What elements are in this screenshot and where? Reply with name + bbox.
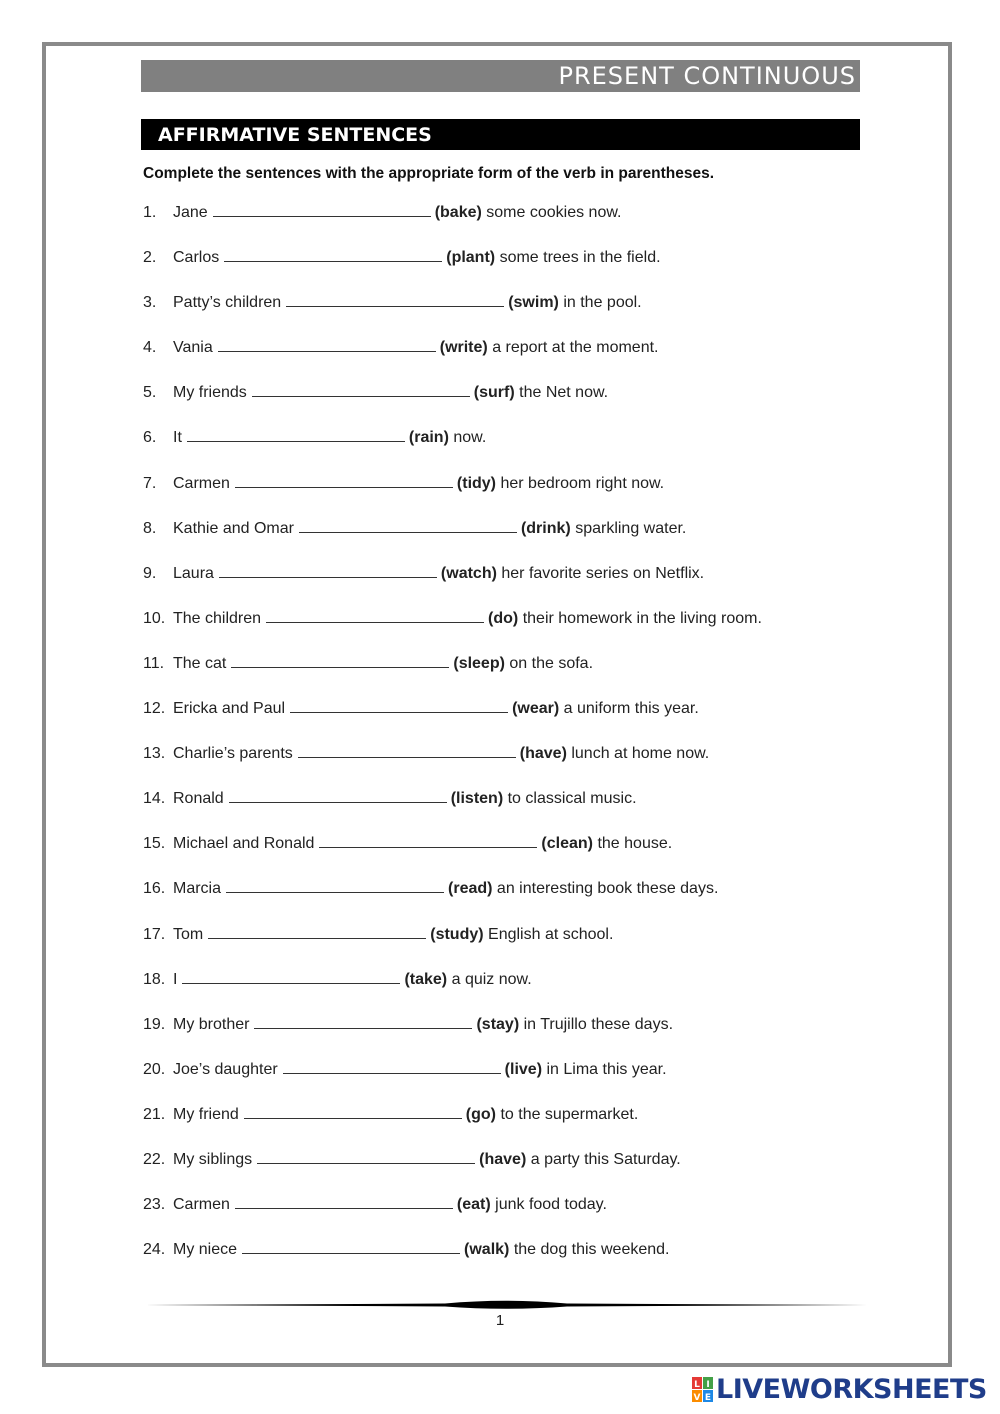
question-verb: (listen) bbox=[450, 790, 504, 808]
question-rest: her favorite series on Netflix. bbox=[501, 564, 705, 582]
question-item bbox=[143, 651, 762, 696]
question-number: 15. bbox=[143, 835, 166, 853]
question-item bbox=[143, 425, 762, 470]
answer-blank[interactable] bbox=[244, 1102, 462, 1119]
question-rest: some cookies now. bbox=[486, 204, 622, 221]
question-rest: to the supermarket. bbox=[500, 1105, 639, 1123]
answer-blank[interactable] bbox=[218, 335, 436, 352]
answer-blank[interactable] bbox=[229, 786, 447, 803]
question-subject: Patty’s children bbox=[173, 294, 282, 312]
question-subject: Marcia bbox=[173, 880, 222, 898]
answer-blank[interactable] bbox=[290, 696, 508, 713]
question-number: 3. bbox=[143, 294, 157, 312]
question-verb: (swim) bbox=[508, 294, 559, 312]
answer-blank[interactable] bbox=[187, 425, 405, 442]
question-rest: a uniform this year. bbox=[563, 700, 699, 718]
question-number: 9. bbox=[143, 564, 157, 582]
answer-blank[interactable] bbox=[283, 1057, 501, 1074]
page-number: 1 bbox=[495, 1312, 505, 1329]
question-number: 16. bbox=[143, 880, 166, 898]
svg-text:E: E bbox=[704, 1392, 712, 1403]
question-verb: (stay) bbox=[476, 1015, 520, 1033]
question-subject: Ericka and Paul bbox=[173, 700, 286, 718]
question-item bbox=[143, 922, 762, 967]
question-rest: in Trujillo these days. bbox=[523, 1015, 674, 1033]
question-rest: now. bbox=[453, 429, 487, 447]
question-subject: My niece bbox=[173, 1241, 238, 1259]
answer-blank[interactable] bbox=[235, 1192, 453, 1209]
answer-blank[interactable] bbox=[266, 606, 484, 623]
question-verb: (write) bbox=[439, 339, 488, 357]
question-verb: (drink) bbox=[520, 519, 571, 537]
question-number: 2. bbox=[143, 249, 157, 267]
answer-blank[interactable] bbox=[213, 200, 431, 217]
question-verb: (walk) bbox=[464, 1241, 510, 1259]
question-number: 6. bbox=[143, 429, 157, 447]
question-rest: in Lima this year. bbox=[546, 1060, 667, 1078]
question-verb: (have) bbox=[479, 1150, 527, 1168]
question-subject: My friend bbox=[173, 1105, 239, 1123]
question-rest: lunch at home now. bbox=[571, 745, 710, 763]
question-number: 11. bbox=[143, 654, 165, 672]
answer-blank[interactable] bbox=[208, 922, 426, 939]
svg-text:L: L bbox=[694, 1379, 700, 1390]
answer-blank[interactable] bbox=[299, 516, 517, 533]
question-verb: (study) bbox=[430, 925, 484, 943]
question-number: 18. bbox=[143, 970, 166, 988]
answer-blank[interactable] bbox=[224, 245, 442, 262]
question-verb: (bake) bbox=[434, 204, 482, 221]
question-subject: My siblings bbox=[173, 1150, 253, 1168]
question-subject: My brother bbox=[173, 1015, 250, 1033]
question-subject: Tom bbox=[173, 925, 204, 943]
answer-blank[interactable] bbox=[319, 831, 537, 848]
question-number: 22. bbox=[143, 1150, 166, 1168]
question-subject: Kathie and Omar bbox=[173, 519, 294, 537]
question-rest: an interesting book these days. bbox=[496, 880, 719, 898]
answer-blank[interactable] bbox=[242, 1237, 460, 1254]
question-verb: (watch) bbox=[440, 564, 497, 582]
section-title: AFFIRMATIVE SENTENCES bbox=[158, 123, 432, 146]
question-subject: Laura bbox=[173, 564, 214, 582]
question-subject: Carmen bbox=[173, 1196, 230, 1214]
question-item bbox=[143, 1102, 762, 1147]
question-number: 20. bbox=[143, 1060, 166, 1078]
answer-blank[interactable] bbox=[298, 741, 516, 758]
question-list bbox=[143, 200, 762, 1282]
answer-blank[interactable] bbox=[182, 967, 400, 984]
question-rest: junk food today. bbox=[495, 1196, 607, 1214]
question-rest: her bedroom right now. bbox=[500, 474, 665, 492]
instructions: Complete the sentences with the appropriate form of the verb in parentheses. bbox=[143, 165, 715, 182]
question-rest: the dog this weekend. bbox=[513, 1241, 670, 1259]
question-verb: (plant) bbox=[446, 249, 496, 267]
question-rest: sparkling water. bbox=[575, 519, 687, 537]
question-verb: (clean) bbox=[541, 835, 593, 853]
answer-blank[interactable] bbox=[231, 651, 449, 668]
question-verb: (have) bbox=[519, 745, 567, 763]
question-item bbox=[143, 696, 762, 741]
answer-blank[interactable] bbox=[252, 380, 470, 397]
question-item bbox=[143, 561, 762, 606]
question-subject: My friends bbox=[173, 384, 247, 402]
question-rest: English at school. bbox=[488, 925, 614, 943]
question-subject: The children bbox=[173, 609, 262, 627]
question-number: 21. bbox=[143, 1105, 166, 1123]
question-number: 1. bbox=[143, 204, 157, 221]
question-number: 17. bbox=[143, 925, 166, 943]
question-subject: Joe’s daughter bbox=[173, 1060, 278, 1078]
question-rest: in the pool. bbox=[563, 294, 642, 312]
question-item bbox=[143, 380, 762, 425]
question-rest: the house. bbox=[597, 835, 673, 853]
question-subject: Ronald bbox=[173, 790, 224, 808]
question-verb: (surf) bbox=[473, 384, 515, 402]
question-rest: a party this Saturday. bbox=[530, 1150, 681, 1168]
svg-text:V: V bbox=[693, 1392, 701, 1403]
question-item bbox=[143, 335, 762, 380]
question-item bbox=[143, 1192, 762, 1237]
question-item bbox=[143, 1237, 762, 1282]
question-subject: The cat bbox=[173, 654, 227, 672]
question-item bbox=[143, 786, 762, 831]
answer-blank[interactable] bbox=[254, 1012, 472, 1029]
question-number: 24. bbox=[143, 1241, 166, 1259]
question-item bbox=[143, 1012, 762, 1057]
footer-divider bbox=[145, 1298, 867, 1312]
answer-blank[interactable] bbox=[235, 471, 453, 488]
question-subject: Vania bbox=[173, 339, 213, 357]
question-item bbox=[143, 1147, 762, 1192]
question-rest: a report at the moment. bbox=[492, 339, 659, 357]
question-rest: to classical music. bbox=[507, 790, 637, 808]
question-verb: (sleep) bbox=[453, 654, 505, 672]
answer-blank[interactable] bbox=[226, 876, 444, 893]
watermark-text: LIVEWORKSHEETS bbox=[716, 1374, 987, 1405]
question-item bbox=[143, 200, 762, 245]
question-item bbox=[143, 245, 762, 290]
question-subject: I bbox=[173, 970, 178, 988]
question-number: 10. bbox=[143, 609, 166, 627]
answer-blank[interactable] bbox=[286, 290, 504, 307]
question-rest: their homework in the living room. bbox=[522, 609, 762, 627]
question-item bbox=[143, 831, 762, 876]
question-number: 12. bbox=[143, 700, 166, 718]
question-subject: Carlos bbox=[173, 249, 220, 267]
section-header bbox=[141, 119, 860, 150]
question-rest: on the sofa. bbox=[509, 654, 594, 672]
question-number: 8. bbox=[143, 519, 157, 537]
svg-text:I: I bbox=[706, 1379, 710, 1390]
question-number: 13. bbox=[143, 745, 166, 763]
question-verb: (go) bbox=[465, 1105, 496, 1123]
question-number: 5. bbox=[143, 384, 157, 402]
question-item bbox=[143, 967, 762, 1012]
question-verb: (take) bbox=[404, 970, 448, 988]
question-rest: a quiz now. bbox=[451, 970, 532, 988]
question-subject: Carmen bbox=[173, 474, 230, 492]
answer-blank[interactable] bbox=[257, 1147, 475, 1164]
liveworksheets-logo-icon bbox=[692, 1377, 714, 1403]
question-verb: (do) bbox=[488, 609, 519, 627]
question-verb: (eat) bbox=[456, 1196, 491, 1214]
question-subject: Charlie’s parents bbox=[173, 745, 293, 763]
question-item bbox=[143, 516, 762, 561]
question-verb: (tidy) bbox=[456, 474, 497, 492]
question-rest: the Net now. bbox=[519, 384, 609, 402]
question-number: 7. bbox=[143, 474, 157, 492]
question-item bbox=[143, 606, 762, 651]
title-bar bbox=[141, 60, 860, 92]
question-verb: (rain) bbox=[408, 429, 449, 447]
question-rest: some trees in the field. bbox=[499, 249, 661, 267]
question-verb: (live) bbox=[504, 1060, 543, 1078]
question-subject: Jane bbox=[173, 204, 208, 221]
question-item bbox=[143, 290, 762, 335]
question-item bbox=[143, 741, 762, 786]
answer-blank[interactable] bbox=[219, 561, 437, 578]
question-number: 23. bbox=[143, 1196, 166, 1214]
question-subject: It bbox=[173, 429, 182, 447]
question-number: 19. bbox=[143, 1015, 166, 1033]
question-item bbox=[143, 1057, 762, 1102]
question-number: 4. bbox=[143, 339, 157, 357]
question-subject: Michael and Ronald bbox=[173, 835, 315, 853]
question-item bbox=[143, 876, 762, 921]
question-item bbox=[143, 471, 762, 516]
page-title: PRESENT CONTINUOUS bbox=[558, 62, 856, 90]
question-verb: (read) bbox=[448, 880, 493, 898]
question-verb: (wear) bbox=[512, 700, 560, 718]
liveworksheets-watermark bbox=[692, 1374, 987, 1405]
question-number: 14. bbox=[143, 790, 166, 808]
